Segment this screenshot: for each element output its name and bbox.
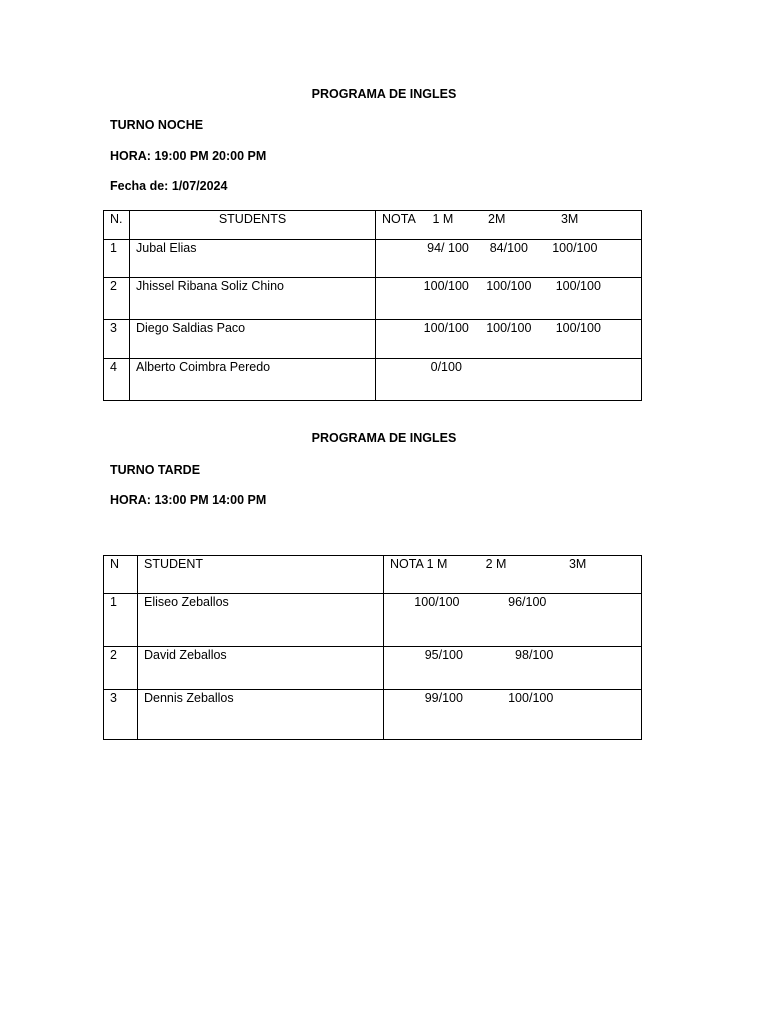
row-student: David Zeballos	[144, 648, 227, 662]
row-num: 1	[110, 241, 117, 255]
section2-shift: TURNO TARDE	[110, 463, 201, 477]
section1-shift: TURNO NOCHE	[110, 118, 204, 132]
section2-hours: HORA: 13:00 PM 14:00 PM	[110, 493, 267, 507]
row-num: 3	[110, 321, 117, 335]
header-grades: NOTA 1 M 2 M 3M	[390, 557, 587, 571]
row-num: 4	[110, 360, 117, 374]
row-grades: 100/100 100/100 100/100	[382, 279, 601, 293]
table-row	[104, 690, 642, 740]
row-grades: 100/100 96/100	[390, 595, 547, 609]
row-num: 2	[110, 279, 117, 293]
header-student: STUDENT	[144, 557, 204, 571]
header-students: STUDENTS	[218, 212, 287, 226]
header-num: N	[110, 557, 120, 571]
row-grades: 99/100 100/100	[390, 691, 554, 705]
table-row	[104, 240, 642, 278]
row-student: Alberto Coimbra Peredo	[136, 360, 271, 374]
table-row	[104, 594, 642, 647]
table-header-row	[104, 211, 642, 240]
row-grades: 94/ 100 84/100 100/100	[382, 241, 598, 255]
grades-table-tarde	[103, 555, 642, 740]
row-num: 3	[110, 691, 117, 705]
section1-hours: HORA: 19:00 PM 20:00 PM	[110, 149, 267, 163]
table-row	[104, 359, 642, 401]
row-num: 2	[110, 648, 117, 662]
section1-date: Fecha de: 1/07/2024	[110, 179, 228, 193]
row-student: Jubal Elias	[136, 241, 197, 255]
row-student: Diego Saldias Paco	[136, 321, 246, 335]
row-grades: 0/100	[382, 360, 462, 374]
row-grades: 95/100 98/100	[390, 648, 554, 662]
table-row	[104, 647, 642, 690]
table-row	[104, 278, 642, 320]
row-student: Eliseo Zeballos	[144, 595, 229, 609]
table-row	[104, 320, 642, 359]
header-num: N.	[110, 212, 123, 226]
row-student: Jhissel Ribana Soliz Chino	[136, 279, 284, 293]
section1-title: PROGRAMA DE INGLES	[311, 87, 457, 101]
row-student: Dennis Zeballos	[144, 691, 234, 705]
row-num: 1	[110, 595, 117, 609]
header-grades: NOTA 1 M 2M 3M	[382, 212, 579, 226]
section2-title: PROGRAMA DE INGLES	[311, 431, 457, 445]
table-header-row	[104, 556, 642, 594]
grades-table-noche	[103, 210, 642, 401]
row-grades: 100/100 100/100 100/100	[382, 321, 601, 335]
